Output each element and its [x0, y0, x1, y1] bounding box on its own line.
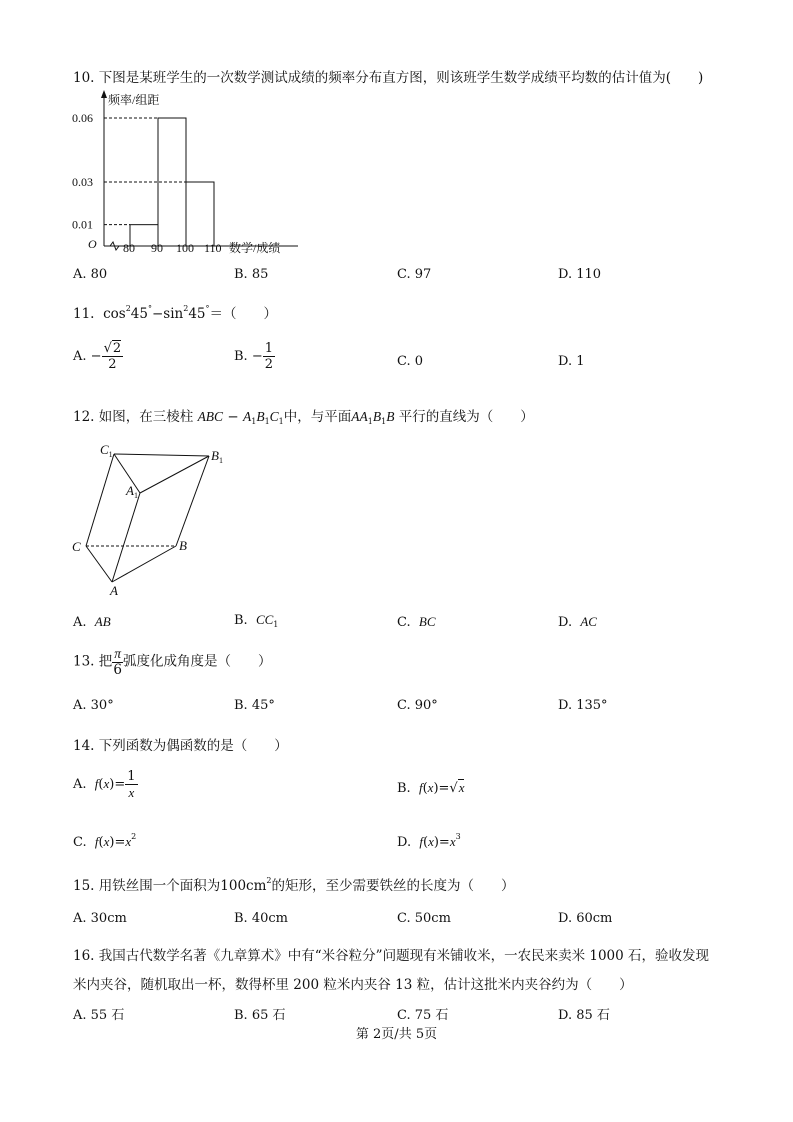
x-axis-label: 数学/成绩 [229, 241, 281, 255]
q10-option-d[interactable]: D. 110 [558, 267, 602, 282]
q12-option-c[interactable]: C. BC [397, 614, 436, 630]
q15-option-c[interactable]: C. 50cm [397, 911, 451, 926]
q14-option-a[interactable]: A. f(x)= $\frac{1}{x}$ [73, 769, 136, 800]
q11-stem: 11. $\cos^245^\circ-\sin^245^\circ=$（ ） [73, 304, 278, 322]
q10-stem: 10. 下图是某班学生的一次数学测试成绩的频率分布直方图，则该班学生数学成绩平均数的估计值为( ) [73, 70, 704, 86]
q13-option-a[interactable]: A. 30° [73, 698, 114, 713]
q15-option-b[interactable]: B. 40cm [234, 911, 288, 926]
label-c: C [72, 539, 81, 554]
label-b: B [179, 538, 187, 553]
histogram-chart [70, 88, 330, 260]
y-tick-label: 0.01 [72, 217, 93, 232]
q14-option-c[interactable]: C. $f(x)=x^2$ [73, 832, 137, 850]
q14-option-b[interactable]: B. f(x)=√x [397, 780, 465, 796]
x-tick-label: 90 [151, 241, 163, 255]
x-tick-label: 80 [123, 241, 135, 255]
q11-option-b[interactable]: B. − $\frac{1}{2}$ [234, 341, 273, 372]
label-c1: $C_1$ [100, 442, 113, 459]
q13-option-d[interactable]: D. 135° [558, 698, 608, 713]
q14-option-d[interactable]: D. $f(x)=x^3$ [397, 832, 461, 850]
q15-option-a[interactable]: A. 30cm [73, 911, 127, 926]
q14-stem: 14. 下列函数为偶函数的是（ ） [73, 738, 288, 754]
q12-option-a[interactable]: A. AB [73, 614, 111, 630]
y-tick-label: 0.03 [72, 175, 93, 190]
q16-option-d[interactable]: D. 85 石 [558, 1008, 610, 1023]
label-a1: $A_1$ [126, 483, 138, 500]
q10-option-c[interactable]: C. 97 [397, 267, 432, 282]
q16-option-a[interactable]: A. 55 石 [73, 1008, 125, 1023]
q12-option-b[interactable]: B. $CC_1$ [234, 612, 279, 629]
q15-stem: 15. 用铁丝围一个面积为$100cm^2$的矩形，至少需要铁丝的长度为（ ） [73, 876, 515, 894]
q13-option-c[interactable]: C. 90° [397, 698, 438, 713]
label-a: A [110, 583, 118, 598]
q11-option-a[interactable]: A. − $\frac{√2}{2}$ [73, 341, 122, 372]
label-b1: $B_1$ [211, 448, 223, 465]
histogram-bar-100-110 [186, 182, 214, 246]
q16-option-b[interactable]: B. 65 石 [234, 1008, 286, 1023]
q11-option-c[interactable]: C. 0 [397, 354, 424, 369]
q16-stem-line1: 16. 我国古代数学名著《九章算术》中有“米谷粒分”问题现有米铺收米，一农民来卖米 1000 石，验收发现 [73, 948, 710, 964]
q13-option-b[interactable]: B. 45° [234, 698, 275, 713]
q15-option-d[interactable]: D. 60cm [558, 911, 613, 926]
prism-figure [66, 438, 236, 598]
q13-stem: 13. 把 $\frac{\pi}{6}$ 弧度化成角度是（ ） [73, 646, 272, 678]
y-tick-label: 0.06 [72, 111, 93, 126]
q12-stem: 12. 如图，在三棱柱 ABC − $A_1B_1C_1$中，与平面$AA_1B_1B$ 平行的直线为（ ） [73, 409, 534, 426]
y-axis-arrow [101, 90, 107, 98]
y-axis-label: 频率/组距 [108, 93, 160, 107]
q16-stem-line2: 米内夹谷，随机取出一杯，数得杯里 200 粒米内夹谷 13 粒，估计这批米内夹谷约为（ ） [73, 977, 633, 993]
q16-option-c[interactable]: C. 75 石 [397, 1008, 449, 1023]
q10-option-b[interactable]: B. 85 [234, 267, 269, 282]
x-tick-label: 100 [176, 241, 194, 255]
x-tick-label: 110 [204, 241, 222, 255]
q12-option-d[interactable]: D. AC [558, 614, 597, 630]
page-footer: 第 2页/共 5页 [355, 1027, 438, 1042]
q11-option-d[interactable]: D. 1 [558, 354, 585, 369]
origin-label: O [88, 237, 97, 251]
q10-option-a[interactable]: A. 80 [73, 267, 108, 282]
